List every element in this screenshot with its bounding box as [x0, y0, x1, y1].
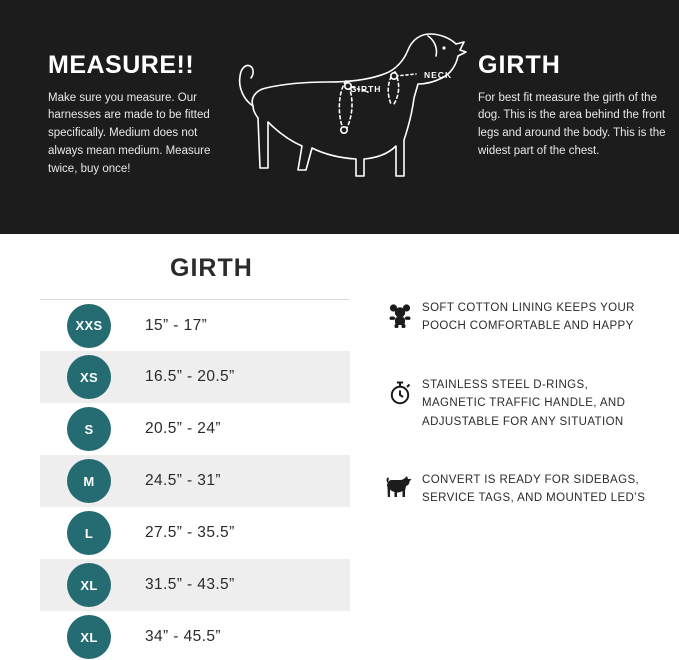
size-range: 15” - 17” — [145, 316, 208, 334]
size-badge: M — [67, 459, 111, 503]
size-range: 20.5” - 24” — [145, 420, 221, 437]
dog-diagram — [228, 18, 478, 218]
size-badge: L — [67, 511, 111, 555]
table-row — [40, 611, 350, 660]
top-banner — [0, 0, 679, 234]
size-range: 16.5” - 20.5” — [145, 368, 235, 385]
size-badge: XL — [67, 563, 111, 607]
measure-title: MEASURE!! — [48, 51, 195, 79]
table-row — [40, 507, 350, 559]
feature-text: SOFT COTTON LINING KEEPS YOUR POOCH COMFORTABLE AND HAPPY — [422, 302, 635, 333]
list-item — [378, 299, 648, 336]
table-row — [40, 403, 350, 455]
table-row — [40, 455, 350, 507]
girth-block — [478, 52, 668, 161]
feature-text: CONVERT IS READY FOR SIDEBAGS, SERVICE TAGS, AND MOUNTED LED’S — [422, 473, 646, 505]
size-badge: S — [67, 407, 111, 451]
list-item — [378, 376, 648, 431]
teddy-bear-icon — [378, 299, 422, 329]
girth-title: GIRTH — [478, 51, 561, 79]
size-badge: XXS — [67, 304, 111, 348]
dog-silhouette-icon — [378, 471, 422, 499]
table-row — [40, 351, 350, 403]
dog-outline-icon — [228, 18, 478, 218]
size-range: 24.5” - 31” — [145, 472, 221, 489]
feature-text: STAINLESS STEEL D-RINGS, MAGNETIC TRAFFIC HANDLE, AND ADJUSTABLE FOR ANY SITUATION — [422, 378, 626, 428]
measure-block — [48, 52, 234, 179]
size-badge: XL — [67, 615, 111, 659]
girth-body: For best fit measure the girth of the dog. This is the area behind the front legs and around the body. This is the widest part of the chest. — [478, 91, 666, 157]
size-badge: XS — [67, 355, 111, 399]
size-table — [40, 299, 350, 660]
size-chart-section — [0, 234, 679, 660]
measure-body: Make sure you measure. Our harnesses are made to be fitted specifically. Medium does not always mean medium. Measure twice, buy once! — [48, 91, 211, 175]
diagram-girth-label: GIRTH — [350, 84, 382, 94]
table-row — [40, 559, 350, 611]
size-chart-heading: GIRTH — [170, 254, 253, 282]
size-range: 27.5” - 35.5” — [145, 524, 235, 541]
list-item — [378, 471, 648, 508]
stopwatch-icon — [378, 376, 422, 406]
size-range: 34” - 45.5” — [145, 628, 221, 645]
diagram-neck-label: NECK — [424, 70, 453, 80]
table-row — [40, 299, 350, 351]
feature-list — [378, 299, 648, 548]
size-range: 31.5” - 43.5” — [145, 576, 235, 593]
